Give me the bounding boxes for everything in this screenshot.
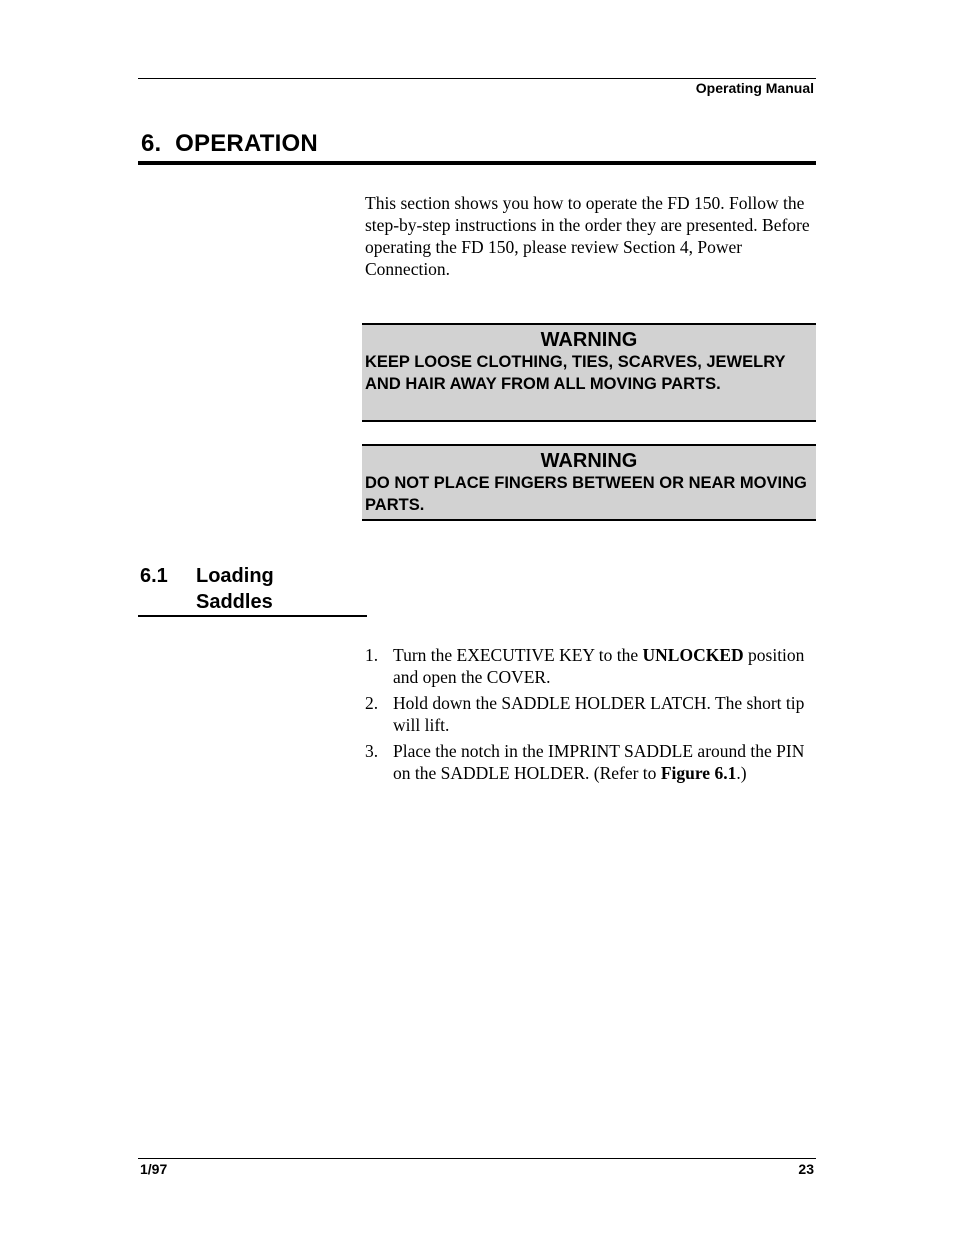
intro-paragraph: This section shows you how to operate the FD 150. Follow the step-by-step instructions in the order they are presented. Before operating the FD 150, please review Section 4, Power Connection. [365,193,810,279]
list-item [365,692,820,736]
running-header: Operating Manual [695,80,814,96]
step-text [393,644,820,688]
warning-box [362,444,816,521]
subsection-title: Loading Saddles [196,565,274,613]
step-number: 2. [365,693,379,713]
step-text: Hold down the SADDLE HOLDER LATCH. The short tip will lift. [393,693,805,735]
step-text-part: Place the notch in the IMPRINT SADDLE around the PIN on the SADDLE HOLDER. (Refer to [393,741,805,783]
step-text [393,740,820,784]
warning-text: DO NOT PLACE FINGERS BETWEEN OR NEAR MOVING PARTS. [365,474,807,514]
page-number: 23 [798,1161,814,1177]
section-rule [138,161,816,165]
header-rule [138,78,816,79]
footer-rule [138,1158,816,1159]
subsection-rule [138,615,367,617]
step-text-part: position and open the COVER. [393,645,805,687]
list-item [365,740,820,784]
steps-list [365,644,820,788]
figure-reference: Figure 6.1 [660,763,737,783]
subsection-number: 6.1 [140,565,168,587]
warning-title: WARNING [540,450,638,472]
step-text-part: Turn the EXECUTIVE KEY to the [393,645,643,665]
list-item [365,644,820,688]
warning-text: KEEP LOOSE CLOTHING, TIES, SCARVES, JEWELRY AND HAIR AWAY FROM ALL MOVING PARTS. [365,353,786,393]
step-number: 3. [365,741,379,761]
footer-date: 1/97 [140,1161,168,1177]
step-number: 1. [365,645,379,665]
step-text-emphasis: UNLOCKED [642,645,744,665]
warning-title: WARNING [540,329,638,351]
warning-box [362,323,816,422]
step-text-part: .) [736,763,747,783]
section-title: 6. OPERATION [141,130,318,157]
